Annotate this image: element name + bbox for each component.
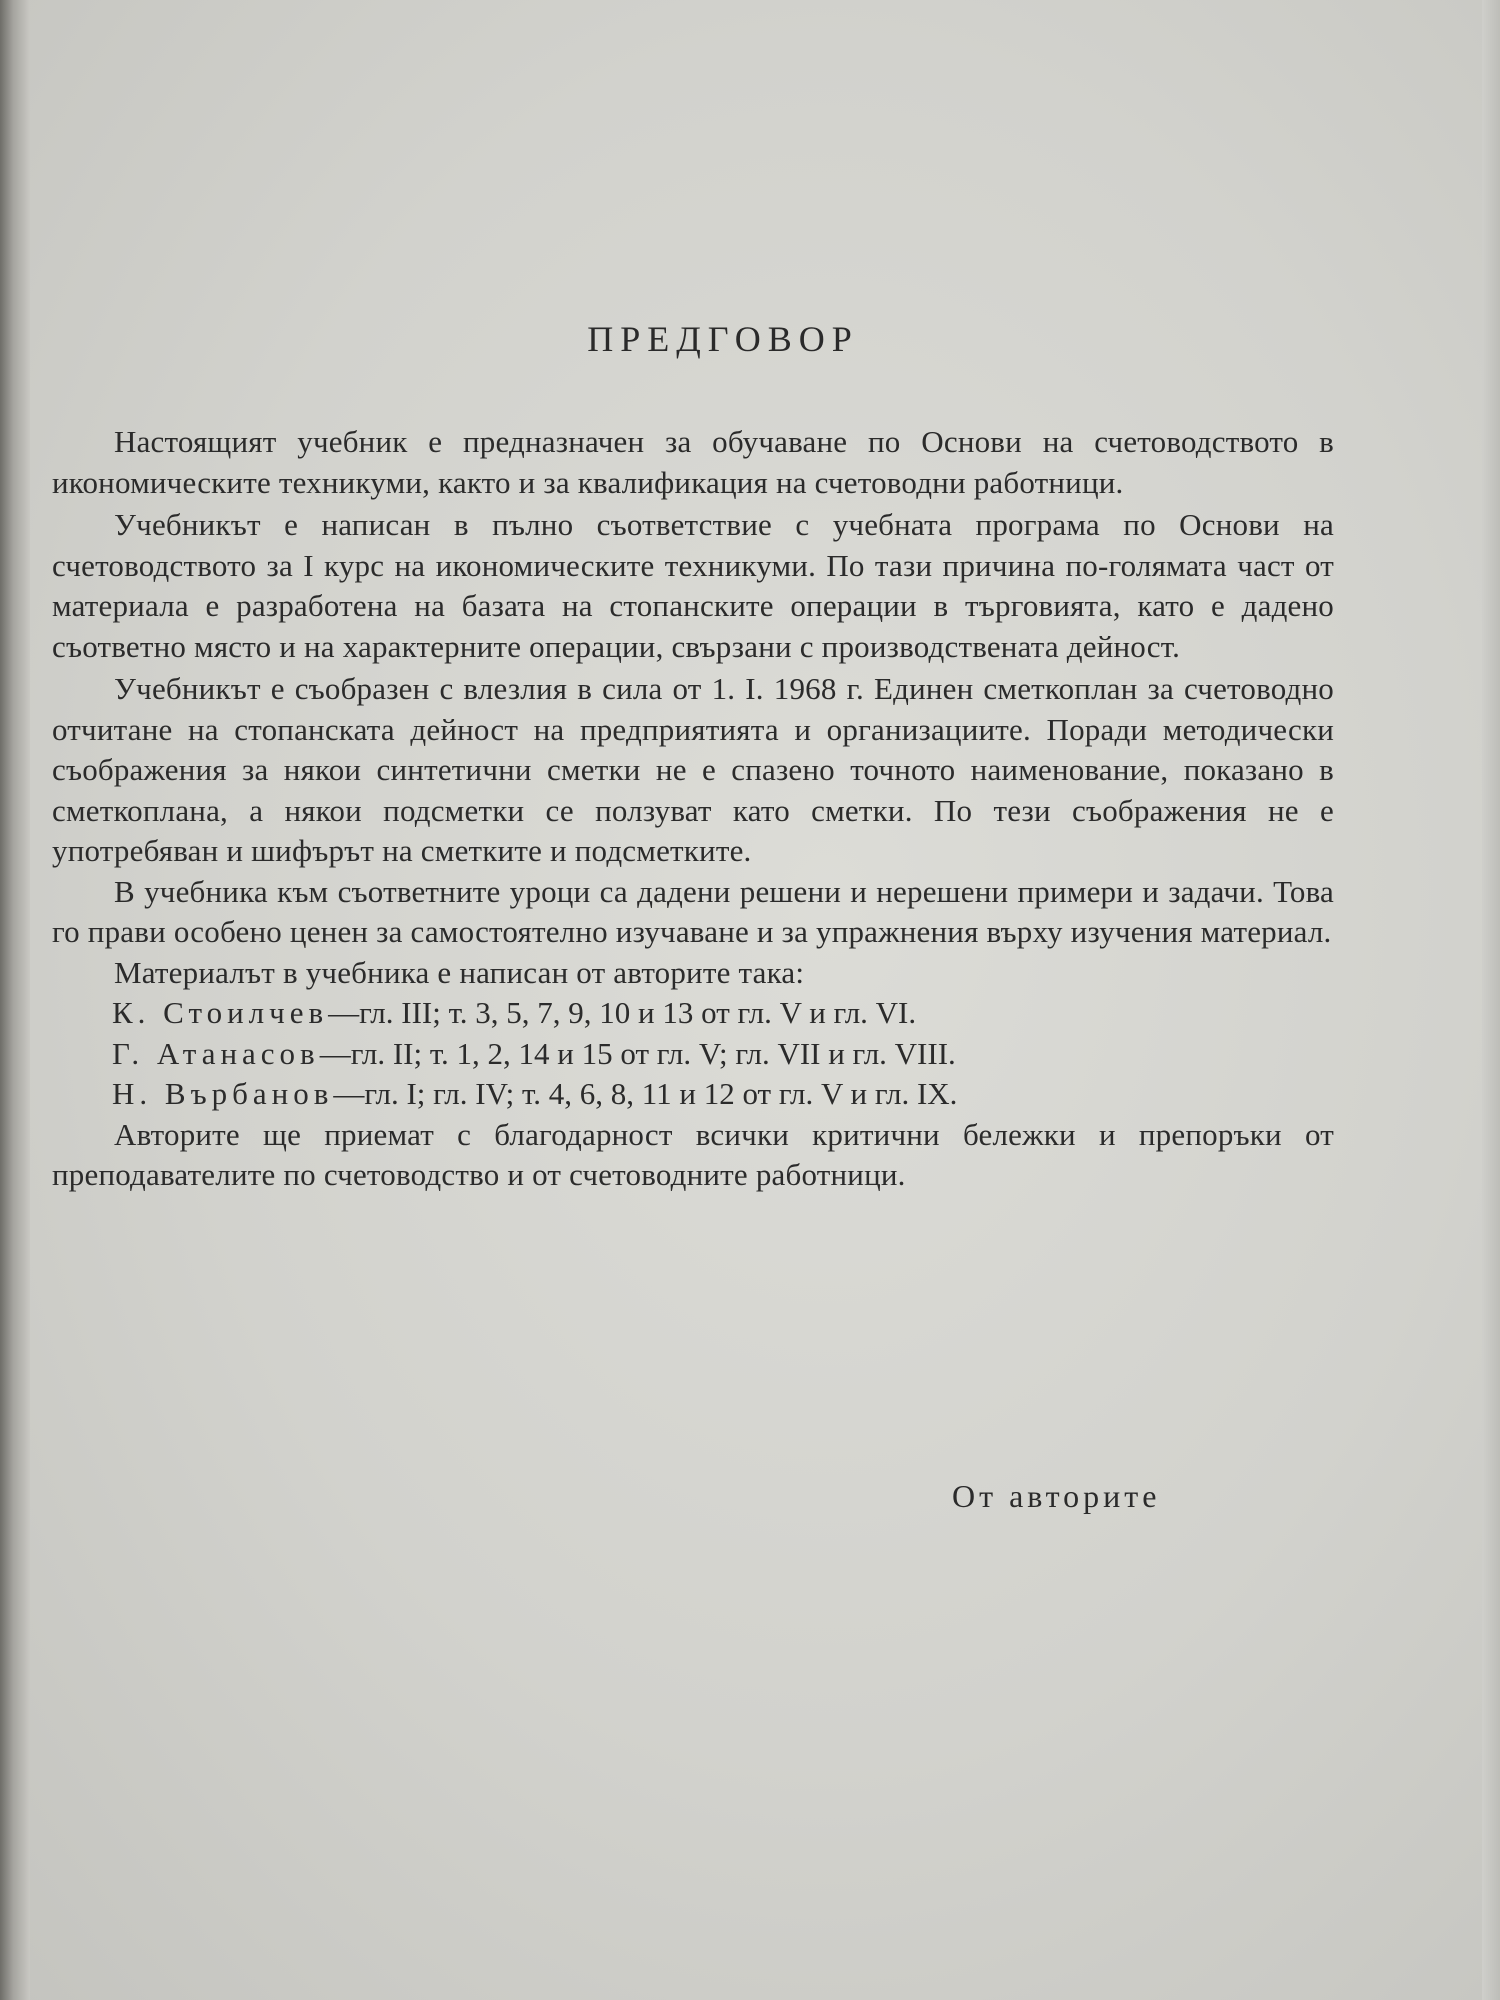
author-chapters: —гл. I; гл. IV; т. 4, 6, 8, 11 и 12 от гл. V и гл. IX. (333, 1076, 958, 1111)
authors-list (52, 993, 1334, 1115)
author-line (52, 1034, 1334, 1075)
paragraph-closing: Авторите ще приемат с благодарност всички критични бележки и препоръки от преподавателите по счетоводство и от счетоводните работници. (52, 1116, 1334, 1192)
author-line (52, 1074, 1334, 1115)
author-chapters: —гл. III; т. 3, 5, 7, 9, 10 и 13 от гл. V и гл. VI. (328, 995, 917, 1030)
preface-text-block (52, 318, 1334, 1196)
page-title: ПРЕДГОВОР (587, 319, 859, 359)
author-chapters: —гл. II; т. 1, 2, 14 и 15 от гл. V; гл. VII и гл. VIII. (319, 1035, 956, 1071)
paragraph-authorship-intro: Материалът в учебника е написан от авторите така: (114, 954, 805, 990)
paragraph-examples: В учебника към съответните уроци са дадени решени и нерешени примери и задачи. Това го прави особено ценен за самостоятелно изучаване и за упражнения върху изучения материал. (52, 873, 1334, 949)
author-name: К. Стоилчев (112, 995, 329, 1030)
signature: От авторите (952, 1478, 1161, 1514)
paragraph-account-plan: Учебникът е съобразен с влезлия в сила от 1. I. 1968 г. Единен сметкоплан за счетоводно отчитане на стопанската дейност на предприятията и организациите. Поради методически съображения за някои синтетични сметки не е спазено точното наименование, показано в сметкоплана, а някои подсметки се ползуват като сметки. По тези съображения не е употребяван и шифърът на сметките и подсметките. (52, 671, 1334, 868)
page-right-edge (1482, 0, 1500, 2000)
author-name: Н. Върбанов (112, 1076, 334, 1111)
paragraph-curriculum: Учебникът е написан в пълно съответствие с учебната програма по Основи на счетоводството за I курс на икономическите техникуми. По тази причина по-голямата част от материала е разработена на базата на стопанските операции в търговията, като е дадено съответно място и на характерните операции, свързани с производствената дейност. (52, 507, 1334, 664)
page-binding-shadow (0, 0, 30, 2000)
paragraph-purpose: Настоящият учебник е предназначен за обучаване по Основи на счетоводството в икономическите техникуми, както и за квалификация на счетоводни работници. (52, 424, 1334, 500)
author-line (52, 993, 1334, 1034)
author-name: Г. Атанасов (112, 1035, 320, 1071)
